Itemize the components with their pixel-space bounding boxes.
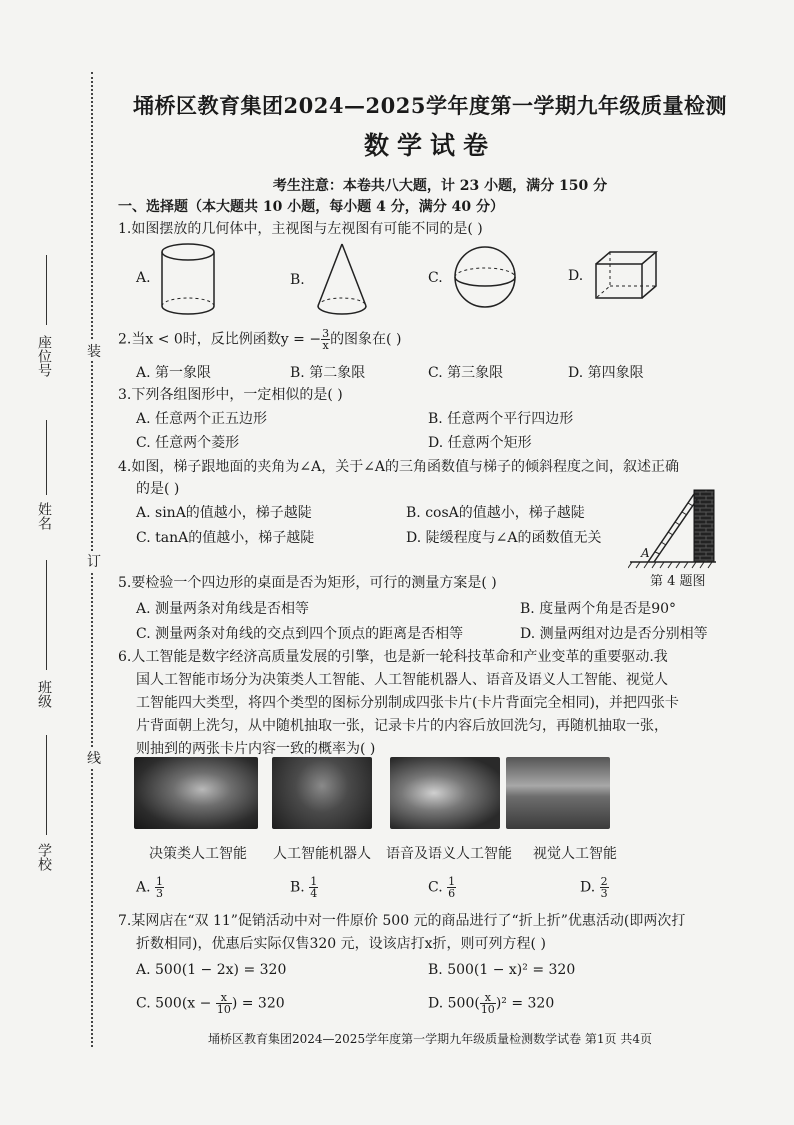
- q1-option-c: C.: [428, 270, 443, 286]
- q6-option-d-fraction: [600, 876, 609, 899]
- question-6-line1: 6.人工智能是数字经济高质量发展的引擎，也是新一轮科技革命和产业变革的重要驱动.我: [118, 649, 668, 665]
- q3-option-b: B. 任意两个平行四边形: [428, 411, 574, 427]
- q5-option-b: B. 度量两个角是否是90°: [520, 601, 677, 617]
- q7-option-a: A. 500(1 − 2x) = 320: [136, 962, 287, 978]
- exam-title: 埇桥区教育集团2024—2025学年度第一学期九年级质量检测: [133, 93, 727, 118]
- q7-option-b: B. 500(1 − x)² = 320: [428, 962, 576, 978]
- q6-option-d-label: D.: [580, 879, 596, 896]
- q2-option-c: C. 第三象限: [428, 365, 504, 381]
- q7-d-post: )² = 320: [495, 995, 555, 1012]
- q4-option-d: D. 陡缓程度与∠A的函数值无关: [406, 530, 602, 546]
- binding-word-xian: 线: [86, 748, 102, 768]
- q6-d-num: 2: [600, 875, 608, 888]
- question-6-line4: 片背面朝上洗匀，从中随机抽取一张，记录卡片的内容后放回洗匀，再随机抽取一张，: [136, 718, 668, 734]
- q1-option-b: B.: [290, 272, 305, 288]
- seat-label: 座位号: [36, 335, 52, 377]
- q2-text-post: 的图象在( ): [330, 331, 402, 348]
- q6-d-den: 3: [600, 887, 608, 900]
- q6-c-den: 6: [448, 887, 456, 900]
- q5-option-c: C. 测量两条对角线的交点到四个顶点的距离是否相等: [136, 626, 464, 642]
- page-footer: 埇桥区教育集团2024—2025学年度第一学期九年级质量检测数学试卷 第1页 共4页: [208, 1032, 652, 1046]
- question-3: 3.下列各组图形中，一定相似的是( ): [118, 387, 343, 403]
- question-6-line3: 工智能四大类型，将四个类型的图标分别制成四张卡片(卡片背面完全相同)，并把四张卡: [136, 695, 679, 711]
- name-label: 姓名: [36, 502, 52, 530]
- cylinder-figure: [158, 240, 218, 320]
- q3-option-a: A. 任意两个正五边形: [136, 411, 268, 427]
- question-7-line1: 7.某网店在“双 11”促销活动中对一件原价 500 元的商品进行了“折上折”优惠活动(即两次打: [118, 913, 686, 929]
- sphere-figure: [450, 244, 520, 310]
- question-5: 5.要检验一个四边形的桌面是否为矩形，可行的测量方案是( ): [118, 575, 497, 591]
- q7-option-d: [428, 992, 554, 1015]
- q7-d-pre: D. 500(: [428, 995, 480, 1012]
- question-6-line5: 则抽到的两张卡片内容一致的概率为( ): [136, 741, 376, 757]
- q4-figure-caption: 第 4 题图: [650, 574, 706, 589]
- q6-option-c-label: C.: [428, 879, 443, 896]
- q1-option-a: A.: [136, 270, 151, 286]
- name-line: [46, 420, 47, 495]
- binding-word-zhuang: 装: [86, 341, 102, 361]
- q6-option-a: [136, 876, 164, 899]
- q7-c-num: x: [216, 992, 232, 1004]
- card-caption-4: 视觉人工智能: [533, 846, 617, 862]
- q7-d-num: x: [480, 992, 496, 1004]
- q4-option-c: C. tanA的值越小，梯子越陡: [136, 530, 315, 546]
- q6-option-d: [580, 876, 609, 899]
- q6-a-num: 1: [156, 875, 164, 888]
- school-label: 学校: [36, 843, 52, 871]
- q3-option-d: D. 任意两个矩形: [428, 435, 532, 451]
- q7-c-post: ) = 320: [231, 995, 285, 1012]
- question-4-line2: 的是( ): [136, 481, 180, 497]
- q2-fraction: [321, 328, 330, 351]
- q4-option-a: A. sinA的值越小，梯子越陡: [136, 505, 312, 521]
- q7-c-pre: C. 500(x −: [136, 995, 216, 1012]
- q5-option-d: D. 测量两组对边是否分别相等: [520, 626, 708, 642]
- q7-d-fraction: [480, 992, 496, 1015]
- q6-option-b-fraction: [309, 876, 318, 899]
- q4-figure-label: A: [641, 546, 650, 560]
- q6-c-num: 1: [448, 875, 456, 888]
- q4-option-b: B. cosA的值越小，梯子越陡: [406, 505, 585, 521]
- card-image-vision-ai: [506, 757, 610, 829]
- binding-word-ding: 订: [86, 551, 102, 571]
- card-image-robot-ai: [272, 757, 372, 829]
- q2-text-pre: 2.当x < 0时，反比例函数y = −: [118, 331, 322, 348]
- q7-d-den: 10: [480, 1003, 495, 1016]
- q7-c-fraction: [216, 992, 232, 1015]
- q5-option-a: A. 测量两条对角线是否相等: [136, 601, 310, 617]
- cuboid-figure: [592, 248, 660, 304]
- section-heading: 一、选择题（本大题共 10 小题，每小题 4 分，满分 40 分）: [118, 199, 504, 215]
- q1-option-d: D.: [568, 268, 584, 284]
- q7-option-c: [136, 992, 285, 1015]
- q7-c-den: 10: [216, 1003, 231, 1016]
- card-caption-1: 决策类人工智能: [149, 846, 247, 862]
- exam-subtitle: 数学试卷: [363, 131, 496, 160]
- q2-option-d: D. 第四象限: [568, 365, 644, 381]
- question-1: 1.如图摆放的几何体中，主视图与左视图有可能不同的是( ): [118, 221, 483, 237]
- q6-option-a-fraction: [155, 876, 164, 899]
- q6-option-c-fraction: [447, 876, 456, 899]
- q3-option-c: C. 任意两个菱形: [136, 435, 240, 451]
- q6-option-a-label: A.: [136, 879, 151, 896]
- class-label: 班级: [36, 680, 52, 708]
- class-line: [46, 560, 47, 670]
- cone-figure: [312, 240, 372, 320]
- question-2: [118, 328, 724, 352]
- q2-frac-den: x: [322, 339, 329, 352]
- card-image-decision-ai: [134, 757, 258, 829]
- q6-b-den: 4: [310, 887, 318, 900]
- question-4-line1: 4.如图，梯子跟地面的夹角为∠A，关于∠A的三角函数值与梯子的倾斜程度之间，叙述正确: [118, 459, 680, 475]
- q6-option-b-label: B.: [290, 879, 305, 896]
- exam-notice: 考生注意：本卷共八大题，计 23 小题，满分 150 分: [272, 178, 608, 194]
- q6-b-num: 1: [310, 875, 318, 888]
- q6-a-den: 3: [156, 887, 164, 900]
- q2-option-a: A. 第一象限: [136, 365, 212, 381]
- q2-frac-num: 3: [322, 327, 330, 340]
- seat-line: [46, 255, 47, 325]
- card-image-speech-ai: [390, 757, 500, 829]
- q2-option-b: B. 第二象限: [290, 365, 366, 381]
- question-7-line2: 折数相同)，优惠后实际仅售320 元，设该店打x折，则可列方程( ): [136, 936, 546, 952]
- school-line: [46, 735, 47, 835]
- question-6-line2: 国人工智能市场分为决策类人工智能、人工智能机器人、语音及语义人工智能、视觉人: [136, 672, 668, 688]
- q6-option-c: [428, 876, 456, 899]
- q6-option-b: [290, 876, 318, 899]
- card-caption-3: 语音及语义人工智能: [386, 846, 512, 862]
- card-caption-2: 人工智能机器人: [273, 846, 371, 862]
